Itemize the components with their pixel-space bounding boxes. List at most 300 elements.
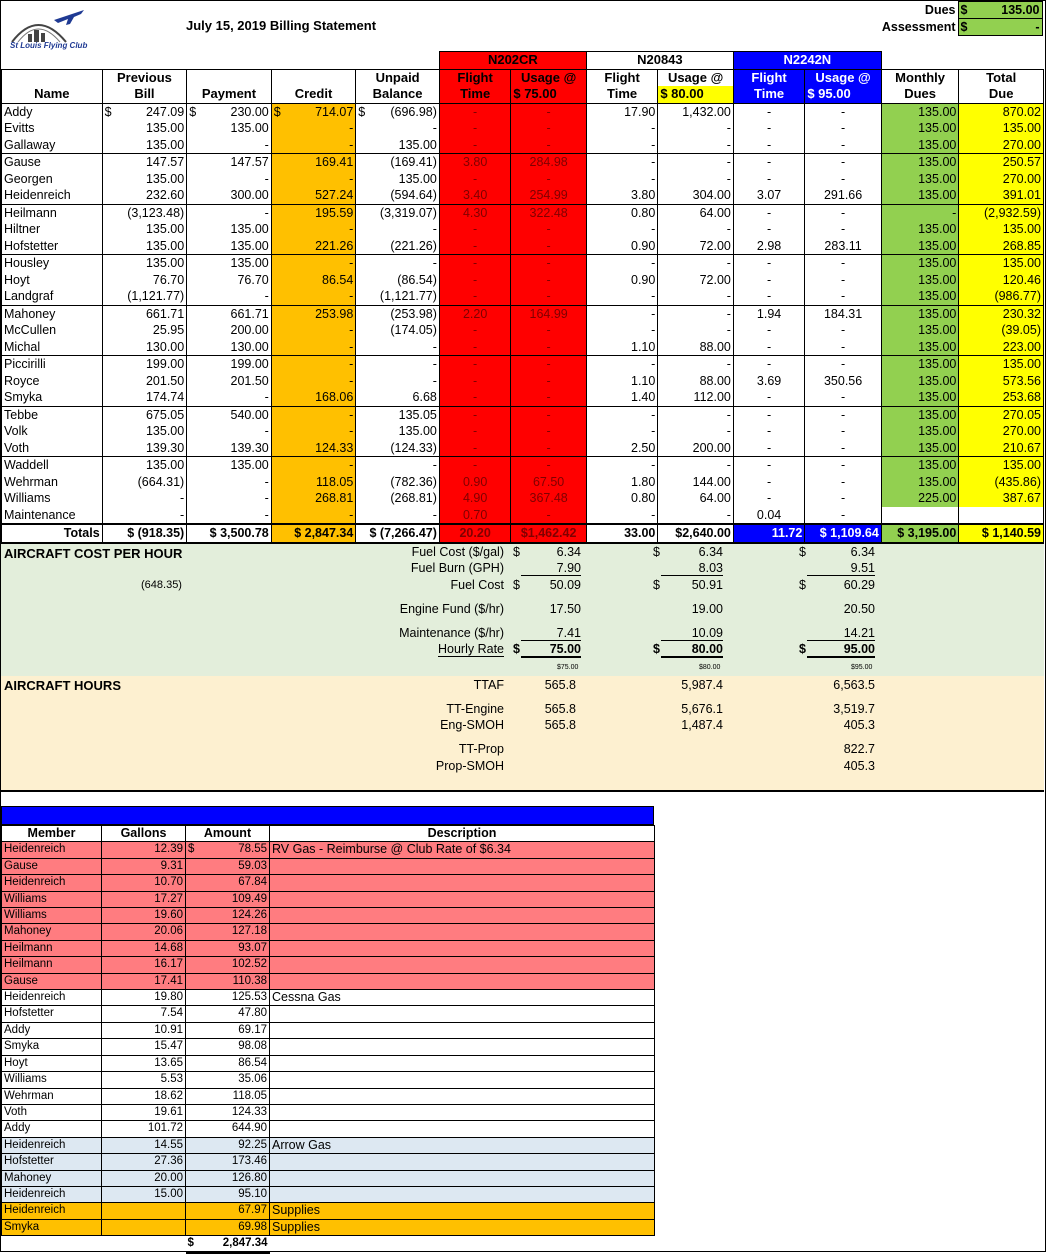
payment[interactable]: 135.00: [187, 221, 272, 238]
n202cr-flight-time[interactable]: -: [439, 389, 510, 406]
gas-amount[interactable]: 173.46: [186, 1154, 270, 1170]
gas-member[interactable]: Heilmann: [2, 957, 102, 973]
credit[interactable]: -: [271, 221, 356, 238]
payment[interactable]: -: [187, 389, 272, 406]
member-name[interactable]: Landgraf: [2, 288, 103, 305]
n2242n-flight-time[interactable]: -: [733, 339, 804, 356]
gas-amount[interactable]: 125.53: [186, 990, 270, 1006]
total-due[interactable]: 391.01: [959, 187, 1044, 204]
member-name[interactable]: McCullen: [2, 322, 103, 339]
n202cr-flight-time[interactable]: 4.30: [439, 204, 510, 221]
cost-value[interactable]: 95.00: [807, 642, 875, 658]
hours-value[interactable]: 822.7: [843, 742, 875, 756]
gas-amount[interactable]: 124.33: [186, 1104, 270, 1120]
n202cr-usage[interactable]: -: [511, 356, 587, 373]
n202cr-usage[interactable]: -: [511, 238, 587, 255]
n20843-flight-time[interactable]: 3.80: [586, 187, 657, 204]
n202cr-flight-time[interactable]: -: [439, 272, 510, 289]
monthly-dues[interactable]: 225.00: [881, 490, 959, 507]
n2242n-usage[interactable]: -: [805, 406, 882, 423]
member-name[interactable]: Hoyt: [2, 272, 103, 289]
credit[interactable]: 169.41: [271, 154, 356, 171]
n202cr-flight-time[interactable]: -: [439, 171, 510, 188]
previous-bill[interactable]: 135.00: [102, 457, 187, 474]
n2242n-usage[interactable]: -: [805, 322, 882, 339]
n2242n-usage[interactable]: -: [805, 204, 882, 221]
n2242n-usage[interactable]: -: [805, 255, 882, 272]
gas-member[interactable]: Hofstetter: [2, 1154, 102, 1170]
member-name[interactable]: Mahoney: [2, 305, 103, 322]
member-name[interactable]: Gallaway: [2, 137, 103, 154]
n202cr-flight-time[interactable]: -: [439, 457, 510, 474]
hours-value[interactable]: 565.8: [544, 702, 576, 716]
monthly-dues[interactable]: 135.00: [881, 389, 959, 406]
gas-description[interactable]: [270, 908, 655, 924]
member-name[interactable]: Hiltner: [2, 221, 103, 238]
previous-bill[interactable]: 661.71: [102, 305, 187, 322]
monthly-dues[interactable]: 135.00: [881, 137, 959, 154]
n202cr-flight-time[interactable]: -: [439, 406, 510, 423]
unpaid-balance[interactable]: 135.00: [356, 137, 440, 154]
member-name[interactable]: Heilmann: [2, 204, 103, 221]
cost-value[interactable]: 50.91: [691, 578, 723, 592]
gas-amount[interactable]: 118.05: [186, 1088, 270, 1104]
unpaid-balance[interactable]: (1,121.77): [356, 288, 440, 305]
previous-bill[interactable]: 135.00: [102, 137, 187, 154]
gas-amount[interactable]: 95.10: [186, 1186, 270, 1202]
gas-member[interactable]: Heidenreich: [2, 1186, 102, 1202]
n20843-flight-time[interactable]: 2.50: [586, 440, 657, 457]
unpaid-balance[interactable]: -: [356, 507, 440, 525]
monthly-dues[interactable]: 135.00: [881, 171, 959, 188]
n2242n-flight-time[interactable]: -: [733, 490, 804, 507]
gas-description[interactable]: [270, 1104, 655, 1120]
unpaid-balance[interactable]: -: [356, 356, 440, 373]
n202cr-usage[interactable]: -: [511, 457, 587, 474]
gas-gallons[interactable]: 19.61: [102, 1104, 186, 1120]
gas-amount[interactable]: 93.07: [186, 940, 270, 956]
n202cr-flight-time[interactable]: 2.20: [439, 305, 510, 322]
n20843-usage[interactable]: 112.00: [658, 389, 734, 406]
member-name[interactable]: Smyka: [2, 389, 103, 406]
payment[interactable]: 540.00: [187, 406, 272, 423]
total-due[interactable]: (986.77): [959, 288, 1044, 305]
n20843-flight-time[interactable]: -: [586, 137, 657, 154]
n20843-usage[interactable]: -: [658, 137, 734, 154]
n202cr-usage[interactable]: -: [511, 389, 587, 406]
unpaid-balance[interactable]: 135.05: [356, 406, 440, 423]
n2242n-flight-time[interactable]: 2.98: [733, 238, 804, 255]
gas-amount[interactable]: 67.97: [186, 1203, 270, 1219]
unpaid-balance[interactable]: (253.98): [356, 305, 440, 322]
monthly-dues[interactable]: 135.00: [881, 272, 959, 289]
n202cr-flight-time[interactable]: -: [439, 339, 510, 356]
n20843-usage[interactable]: 64.00: [658, 204, 734, 221]
cost-value[interactable]: 14.21: [807, 626, 875, 641]
payment[interactable]: 199.00: [187, 356, 272, 373]
gas-gallons[interactable]: 5.53: [102, 1072, 186, 1088]
n20843-usage[interactable]: 88.00: [658, 373, 734, 390]
n20843-flight-time[interactable]: 1.10: [586, 373, 657, 390]
gas-member[interactable]: Smyka: [2, 1219, 102, 1235]
gas-description[interactable]: [270, 1072, 655, 1088]
monthly-dues[interactable]: 135.00: [881, 120, 959, 137]
gas-gallons[interactable]: 14.55: [102, 1137, 186, 1153]
n20843-flight-time[interactable]: -: [586, 288, 657, 305]
previous-bill[interactable]: 135.00: [102, 423, 187, 440]
previous-bill[interactable]: -: [102, 507, 187, 525]
n202cr-flight-time[interactable]: 3.80: [439, 154, 510, 171]
credit[interactable]: 118.05: [271, 474, 356, 491]
member-name[interactable]: Addy: [2, 103, 103, 120]
total-due[interactable]: 135.00: [959, 221, 1044, 238]
payment[interactable]: 201.50: [187, 373, 272, 390]
gas-amount[interactable]: 124.26: [186, 908, 270, 924]
total-due[interactable]: 270.00: [959, 171, 1044, 188]
n2242n-flight-time[interactable]: -: [733, 272, 804, 289]
n2242n-flight-time[interactable]: -: [733, 171, 804, 188]
total-due[interactable]: 268.85: [959, 238, 1044, 255]
total-due[interactable]: 253.68: [959, 389, 1044, 406]
member-name[interactable]: Gause: [2, 154, 103, 171]
n2242n-usage[interactable]: -: [805, 507, 882, 525]
n20843-usage[interactable]: -: [658, 423, 734, 440]
monthly-dues[interactable]: 135.00: [881, 457, 959, 474]
credit[interactable]: -: [271, 339, 356, 356]
n20843-usage[interactable]: 1,432.00: [658, 103, 734, 120]
member-name[interactable]: Hofstetter: [2, 238, 103, 255]
previous-bill[interactable]: 675.05: [102, 406, 187, 423]
unpaid-balance[interactable]: (124.33): [356, 440, 440, 457]
dues-value[interactable]: 135.00: [972, 2, 1042, 19]
n20843-usage[interactable]: -: [658, 356, 734, 373]
unpaid-balance[interactable]: -: [356, 373, 440, 390]
payment[interactable]: 76.70: [187, 272, 272, 289]
previous-bill[interactable]: 135.00: [102, 221, 187, 238]
gas-gallons[interactable]: 17.41: [102, 973, 186, 989]
n20843-flight-time[interactable]: 0.90: [586, 272, 657, 289]
gas-amount[interactable]: $ 78.55: [186, 842, 270, 858]
previous-bill[interactable]: 201.50: [102, 373, 187, 390]
n2242n-usage[interactable]: -: [805, 221, 882, 238]
previous-bill[interactable]: 232.60: [102, 187, 187, 204]
gas-gallons[interactable]: 19.80: [102, 990, 186, 1006]
payment[interactable]: -: [187, 423, 272, 440]
total-due[interactable]: 135.00: [959, 120, 1044, 137]
unpaid-balance[interactable]: $ (696.98): [356, 103, 440, 120]
hours-value[interactable]: 1,487.4: [681, 718, 723, 732]
monthly-dues[interactable]: -: [881, 204, 959, 221]
unpaid-balance[interactable]: 135.00: [356, 423, 440, 440]
gas-member[interactable]: Hoyt: [2, 1055, 102, 1071]
n2242n-usage[interactable]: -: [805, 137, 882, 154]
gas-gallons[interactable]: 10.91: [102, 1022, 186, 1038]
gas-description[interactable]: [270, 858, 655, 874]
n2242n-flight-time[interactable]: -: [733, 406, 804, 423]
n202cr-flight-time[interactable]: -: [439, 423, 510, 440]
n202cr-usage[interactable]: -: [511, 255, 587, 272]
n202cr-usage[interactable]: -: [511, 137, 587, 154]
monthly-dues[interactable]: 135.00: [881, 187, 959, 204]
cost-value[interactable]: 6.34: [850, 545, 875, 559]
unpaid-balance[interactable]: -: [356, 255, 440, 272]
gas-member[interactable]: Gause: [2, 973, 102, 989]
credit[interactable]: -: [271, 356, 356, 373]
gas-member[interactable]: Mahoney: [2, 924, 102, 940]
n20843-usage[interactable]: 72.00: [658, 272, 734, 289]
payment[interactable]: -: [187, 171, 272, 188]
n2242n-usage[interactable]: -: [805, 154, 882, 171]
unpaid-balance[interactable]: (174.05): [356, 322, 440, 339]
total-due[interactable]: 135.00: [959, 255, 1044, 272]
gas-member[interactable]: Heidenreich: [2, 990, 102, 1006]
credit[interactable]: -: [271, 373, 356, 390]
hours-value[interactable]: 5,676.1: [681, 702, 723, 716]
hours-value[interactable]: 565.8: [544, 678, 576, 692]
n20843-flight-time[interactable]: -: [586, 221, 657, 238]
total-due[interactable]: 223.00: [959, 339, 1044, 356]
n2242n-flight-time[interactable]: -: [733, 356, 804, 373]
n2242n-usage[interactable]: -: [805, 474, 882, 491]
n20843-usage[interactable]: 144.00: [658, 474, 734, 491]
member-name[interactable]: Tebbe: [2, 406, 103, 423]
n2242n-flight-time[interactable]: -: [733, 120, 804, 137]
cost-value[interactable]: 7.90: [521, 561, 581, 576]
gas-gallons[interactable]: 7.54: [102, 1006, 186, 1022]
gas-description[interactable]: Supplies: [270, 1203, 655, 1219]
total-due[interactable]: 270.05: [959, 406, 1044, 423]
member-name[interactable]: Piccirilli: [2, 356, 103, 373]
n2242n-usage[interactable]: 291.66: [805, 187, 882, 204]
gas-member[interactable]: Heilmann: [2, 940, 102, 956]
n2242n-usage[interactable]: -: [805, 120, 882, 137]
n202cr-flight-time[interactable]: -: [439, 356, 510, 373]
n20843-usage[interactable]: -: [658, 154, 734, 171]
gas-gallons[interactable]: 101.72: [102, 1121, 186, 1137]
member-name[interactable]: Heidenreich: [2, 187, 103, 204]
hours-value[interactable]: 405.3: [843, 759, 875, 773]
n20843-flight-time[interactable]: -: [586, 305, 657, 322]
payment[interactable]: 661.71: [187, 305, 272, 322]
previous-bill[interactable]: 135.00: [102, 255, 187, 272]
payment[interactable]: 135.00: [187, 457, 272, 474]
gas-amount[interactable]: 98.08: [186, 1039, 270, 1055]
n20843-usage[interactable]: 88.00: [658, 339, 734, 356]
gas-gallons[interactable]: [102, 1203, 186, 1219]
n202cr-flight-time[interactable]: 0.70: [439, 507, 510, 525]
gas-amount[interactable]: 69.98: [186, 1219, 270, 1235]
hours-value[interactable]: 565.8: [544, 718, 576, 732]
gas-description[interactable]: [270, 1170, 655, 1186]
n2242n-usage[interactable]: -: [805, 103, 882, 120]
gas-description[interactable]: [270, 1186, 655, 1202]
gas-description[interactable]: [270, 1022, 655, 1038]
cost-value[interactable]: 6.34: [698, 545, 723, 559]
unpaid-balance[interactable]: -: [356, 120, 440, 137]
credit[interactable]: 124.33: [271, 440, 356, 457]
payment[interactable]: 200.00: [187, 322, 272, 339]
total-due[interactable]: 230.32: [959, 305, 1044, 322]
credit[interactable]: 253.98: [271, 305, 356, 322]
unpaid-balance[interactable]: -: [356, 457, 440, 474]
gas-gallons[interactable]: 10.70: [102, 875, 186, 891]
previous-bill[interactable]: 147.57: [102, 154, 187, 171]
gas-gallons[interactable]: 20.00: [102, 1170, 186, 1186]
n2242n-usage[interactable]: -: [805, 440, 882, 457]
n20843-flight-time[interactable]: -: [586, 322, 657, 339]
cost-value[interactable]: 75.00: [521, 642, 581, 658]
n2242n-flight-time[interactable]: -: [733, 423, 804, 440]
previous-bill[interactable]: 130.00: [102, 339, 187, 356]
n202cr-usage[interactable]: -: [511, 440, 587, 457]
n20843-usage[interactable]: -: [658, 171, 734, 188]
n20843-usage[interactable]: -: [658, 255, 734, 272]
monthly-dues[interactable]: 135.00: [881, 238, 959, 255]
hours-value[interactable]: 6,563.5: [833, 678, 875, 692]
unpaid-balance[interactable]: (86.54): [356, 272, 440, 289]
previous-bill[interactable]: $ 247.09: [102, 103, 187, 120]
monthly-dues[interactable]: 135.00: [881, 373, 959, 390]
member-name[interactable]: Voth: [2, 440, 103, 457]
n20843-usage[interactable]: -: [658, 457, 734, 474]
gas-member[interactable]: Heidenreich: [2, 875, 102, 891]
cost-value[interactable]: 17.50: [549, 602, 581, 616]
n2242n-usage[interactable]: -: [805, 339, 882, 356]
n20843-usage[interactable]: -: [658, 322, 734, 339]
total-due[interactable]: 387.67: [959, 490, 1044, 507]
n2242n-flight-time[interactable]: -: [733, 322, 804, 339]
monthly-dues[interactable]: 135.00: [881, 440, 959, 457]
payment[interactable]: 135.00: [187, 120, 272, 137]
n202cr-flight-time[interactable]: 3.40: [439, 187, 510, 204]
n2242n-usage[interactable]: -: [805, 288, 882, 305]
gas-amount[interactable]: 110.38: [186, 973, 270, 989]
credit[interactable]: 195.59: [271, 204, 356, 221]
n202cr-flight-time[interactable]: -: [439, 288, 510, 305]
credit[interactable]: 527.24: [271, 187, 356, 204]
unpaid-balance[interactable]: -: [356, 221, 440, 238]
hours-value[interactable]: 405.3: [843, 718, 875, 732]
gas-member[interactable]: Heidenreich: [2, 1137, 102, 1153]
gas-gallons[interactable]: 18.62: [102, 1088, 186, 1104]
n20843-flight-time[interactable]: -: [586, 457, 657, 474]
gas-member[interactable]: Williams: [2, 1072, 102, 1088]
n202cr-usage[interactable]: -: [511, 171, 587, 188]
n20843-flight-time[interactable]: 1.40: [586, 389, 657, 406]
n202cr-flight-time[interactable]: -: [439, 322, 510, 339]
gas-gallons[interactable]: 13.65: [102, 1055, 186, 1071]
previous-bill[interactable]: 139.30: [102, 440, 187, 457]
n20843-flight-time[interactable]: -: [586, 507, 657, 525]
n202cr-usage[interactable]: 284.98: [511, 154, 587, 171]
n2242n-flight-time[interactable]: -: [733, 389, 804, 406]
monthly-dues[interactable]: 135.00: [881, 288, 959, 305]
unpaid-balance[interactable]: (169.41): [356, 154, 440, 171]
gas-member[interactable]: Hofstetter: [2, 1006, 102, 1022]
previous-bill[interactable]: (664.31): [102, 474, 187, 491]
n202cr-flight-time[interactable]: -: [439, 373, 510, 390]
monthly-dues[interactable]: 135.00: [881, 154, 959, 171]
n20843-usage[interactable]: 200.00: [658, 440, 734, 457]
previous-bill[interactable]: -: [102, 490, 187, 507]
credit[interactable]: -: [271, 120, 356, 137]
member-name[interactable]: Michal: [2, 339, 103, 356]
payment[interactable]: -: [187, 288, 272, 305]
cost-value[interactable]: 50.09: [549, 578, 581, 592]
n202cr-usage[interactable]: -: [511, 288, 587, 305]
cost-value[interactable]: 80.00: [661, 642, 723, 658]
total-due[interactable]: 210.67: [959, 440, 1044, 457]
gas-member[interactable]: Gause: [2, 858, 102, 874]
n2242n-usage[interactable]: -: [805, 272, 882, 289]
payment[interactable]: -: [187, 137, 272, 154]
gas-description[interactable]: [270, 1039, 655, 1055]
monthly-dues[interactable]: 135.00: [881, 221, 959, 238]
n202cr-usage[interactable]: -: [511, 339, 587, 356]
unpaid-balance[interactable]: (268.81): [356, 490, 440, 507]
n2242n-flight-time[interactable]: -: [733, 103, 804, 120]
credit[interactable]: -: [271, 288, 356, 305]
payment[interactable]: -: [187, 474, 272, 491]
gas-amount[interactable]: 67.84: [186, 875, 270, 891]
gas-gallons[interactable]: 15.00: [102, 1186, 186, 1202]
assessment-value[interactable]: -: [972, 19, 1042, 36]
n20843-flight-time[interactable]: -: [586, 423, 657, 440]
n202cr-flight-time[interactable]: 0.90: [439, 474, 510, 491]
n202cr-usage[interactable]: -: [511, 272, 587, 289]
member-name[interactable]: Housley: [2, 255, 103, 272]
previous-bill[interactable]: (1,121.77): [102, 288, 187, 305]
n20843-flight-time[interactable]: 1.80: [586, 474, 657, 491]
gas-member[interactable]: Smyka: [2, 1039, 102, 1055]
cost-value[interactable]: 20.50: [843, 602, 875, 616]
unpaid-balance[interactable]: (782.36): [356, 474, 440, 491]
n2242n-flight-time[interactable]: 3.07: [733, 187, 804, 204]
previous-bill[interactable]: 76.70: [102, 272, 187, 289]
monthly-dues[interactable]: 135.00: [881, 305, 959, 322]
payment[interactable]: 139.30: [187, 440, 272, 457]
n2242n-usage[interactable]: -: [805, 389, 882, 406]
member-name[interactable]: Evitts: [2, 120, 103, 137]
n20843-flight-time[interactable]: -: [586, 255, 657, 272]
member-name[interactable]: Maintenance: [2, 507, 103, 525]
monthly-dues[interactable]: 135.00: [881, 423, 959, 440]
unpaid-balance[interactable]: (3,319.07): [356, 204, 440, 221]
gas-description[interactable]: [270, 1055, 655, 1071]
total-due[interactable]: (39.05): [959, 322, 1044, 339]
gas-amount[interactable]: 127.18: [186, 924, 270, 940]
payment[interactable]: -: [187, 507, 272, 525]
payment[interactable]: 130.00: [187, 339, 272, 356]
hours-value[interactable]: 5,987.4: [681, 678, 723, 692]
previous-bill[interactable]: 135.00: [102, 120, 187, 137]
n2242n-usage[interactable]: 283.11: [805, 238, 882, 255]
n2242n-usage[interactable]: -: [805, 356, 882, 373]
total-due[interactable]: 135.00: [959, 356, 1044, 373]
n20843-usage[interactable]: 72.00: [658, 238, 734, 255]
previous-bill[interactable]: 135.00: [102, 238, 187, 255]
n20843-usage[interactable]: -: [658, 288, 734, 305]
n2242n-flight-time[interactable]: -: [733, 474, 804, 491]
n202cr-flight-time[interactable]: -: [439, 103, 510, 120]
total-due[interactable]: 250.57: [959, 154, 1044, 171]
n2242n-flight-time[interactable]: -: [733, 204, 804, 221]
gas-gallons[interactable]: 19.60: [102, 908, 186, 924]
total-due[interactable]: 270.00: [959, 137, 1044, 154]
n2242n-flight-time[interactable]: 1.94: [733, 305, 804, 322]
gas-member[interactable]: Williams: [2, 908, 102, 924]
gas-member[interactable]: Williams: [2, 891, 102, 907]
